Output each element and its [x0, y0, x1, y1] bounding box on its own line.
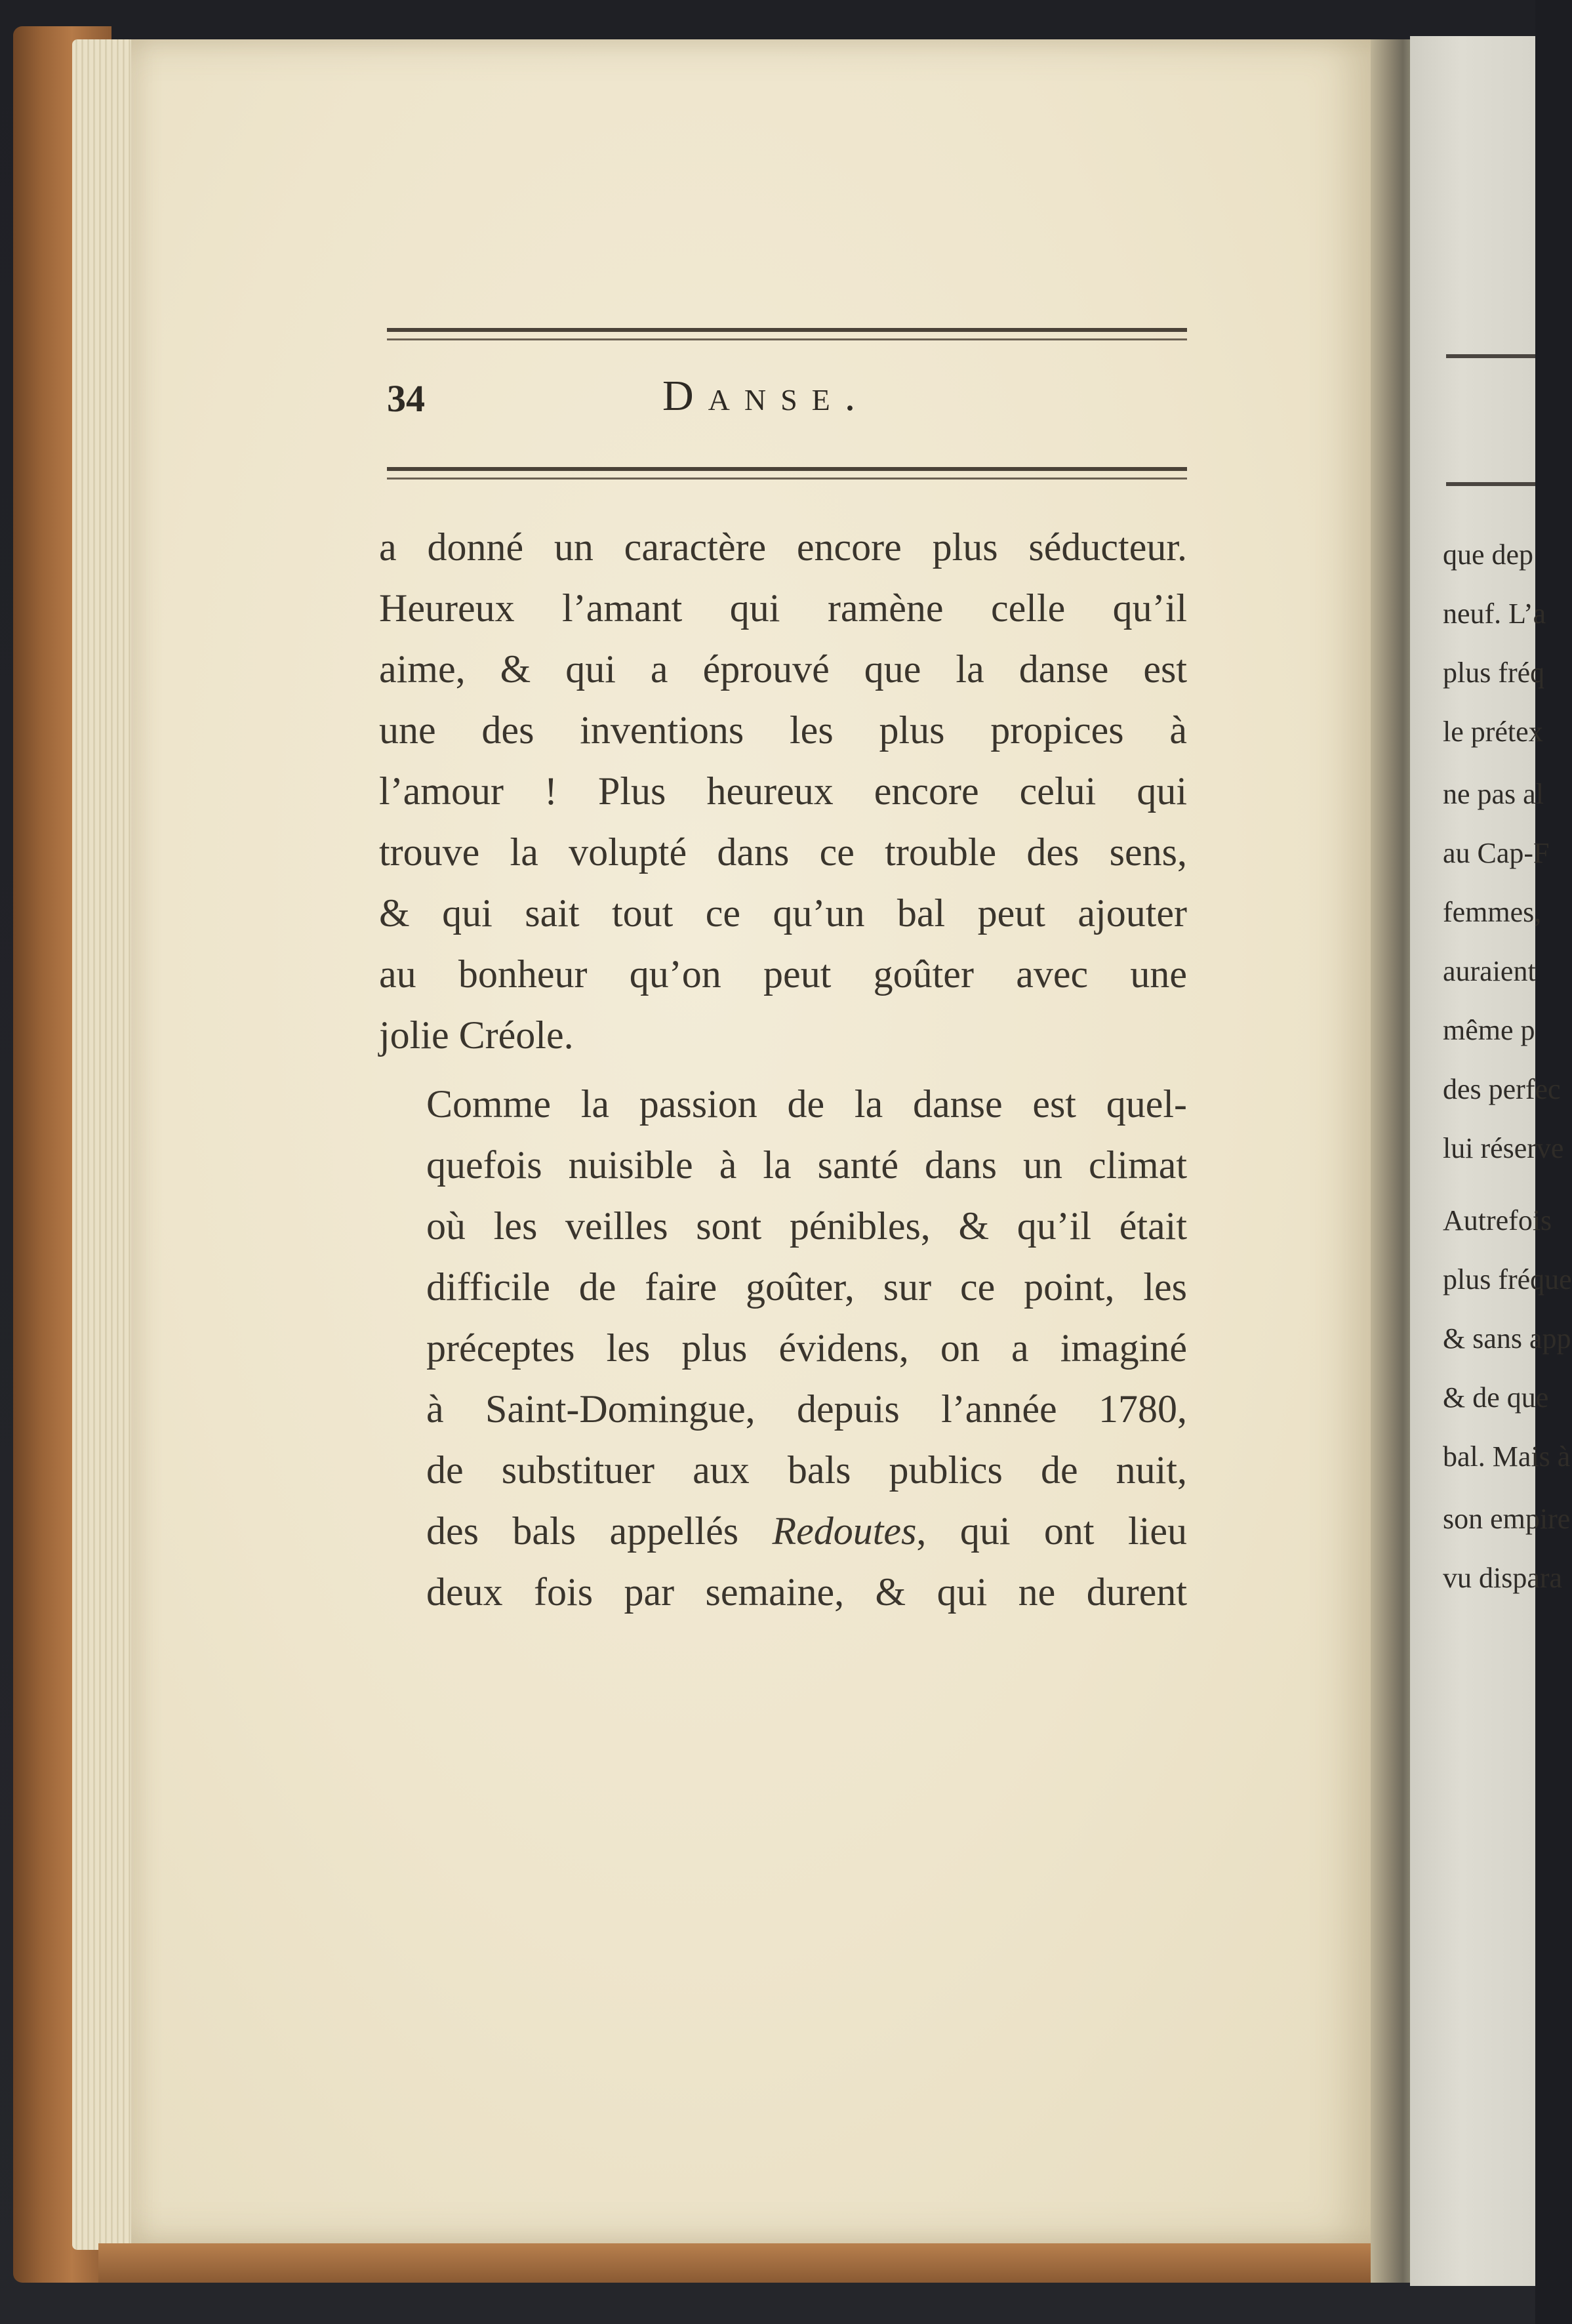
text-line: une des inventions les plus propices à [379, 708, 1187, 752]
text-line: au bonheur qu’on peut goûter avec une [379, 952, 1187, 996]
cover-bottom-edge [98, 2243, 1410, 2283]
facing-fragment: & sans app [1443, 1322, 1571, 1355]
facing-fragment: au Cap-F [1443, 837, 1550, 869]
facing-fragment: même p [1443, 1014, 1535, 1046]
facing-fragment: le prétex [1443, 716, 1543, 748]
facing-fragment: Autrefois [1443, 1204, 1552, 1236]
text-line: à Saint-Domingue, depuis l’année 1780, [426, 1387, 1187, 1431]
text-line: trouve la volupté dans ce trouble des sens, [379, 830, 1187, 874]
text-line: deux fois par semaine, & qui ne durent [426, 1570, 1187, 1614]
facing-fragment: auraient [1443, 955, 1536, 987]
facing-header-rule [1446, 354, 1535, 358]
italic-term: Redoutes [772, 1509, 917, 1553]
text-line: aime, & qui a éprouvé que la danse est [379, 647, 1187, 691]
facing-header-rule-2 [1446, 482, 1535, 486]
text-line: de substituer aux bals publics de nuit, [426, 1448, 1187, 1492]
text-line: jolie Créole. [379, 1013, 574, 1057]
text-line: Heureux l’amant qui ramène celle qu’il [379, 586, 1187, 630]
facing-fragment: neuf. L’a [1443, 598, 1546, 630]
text-line: préceptes les plus évidens, on a imaginé [426, 1326, 1187, 1370]
facing-fragment: des perfec [1443, 1073, 1561, 1105]
running-title: Danse. [662, 372, 870, 420]
text-segment: , qui ont lieu [916, 1509, 1187, 1553]
text-line-with-italic [379, 1501, 1187, 1562]
text-line: Comme la passion de la danse est quel- [426, 1082, 1187, 1126]
text-line: & qui sait tout ce qu’un bal peut ajouter [379, 891, 1187, 935]
page-number: 34 [387, 377, 425, 420]
facing-fragment: bal. Mais à [1443, 1440, 1571, 1473]
text-line: où les veilles sont pénibles, & qu’il était [426, 1204, 1187, 1248]
text-line: a donné un caractère encore plus séducteur. [379, 525, 1187, 569]
facing-fragment: ne pas al [1443, 778, 1544, 810]
text-line: quefois nuisible à la santé dans un climat [426, 1143, 1187, 1187]
body-text [379, 517, 1187, 1623]
paragraph-1 [379, 517, 1187, 1066]
facing-fragment: lui réserve [1443, 1132, 1564, 1164]
facing-fragment: & de que [1443, 1381, 1549, 1414]
facing-fragment: plus fréque [1443, 1263, 1572, 1295]
facing-fragment: plus fréq [1443, 657, 1545, 689]
text-segment: des bals appellés [426, 1509, 773, 1553]
facing-fragment: vu dispara [1443, 1562, 1563, 1594]
header-rule-top [387, 328, 1187, 340]
facing-fragment: que dep [1443, 539, 1534, 571]
header-rule-bottom [387, 467, 1187, 479]
text-line: difficile de faire goûter, sur ce point, les [426, 1265, 1187, 1309]
text-line: l’amour ! Plus heureux encore celui qui [379, 769, 1187, 813]
paragraph-2 [379, 1074, 1187, 1623]
facing-fragment: femmes, [1443, 896, 1542, 928]
facing-fragment: son empire [1443, 1503, 1571, 1535]
page-header [387, 367, 1187, 433]
